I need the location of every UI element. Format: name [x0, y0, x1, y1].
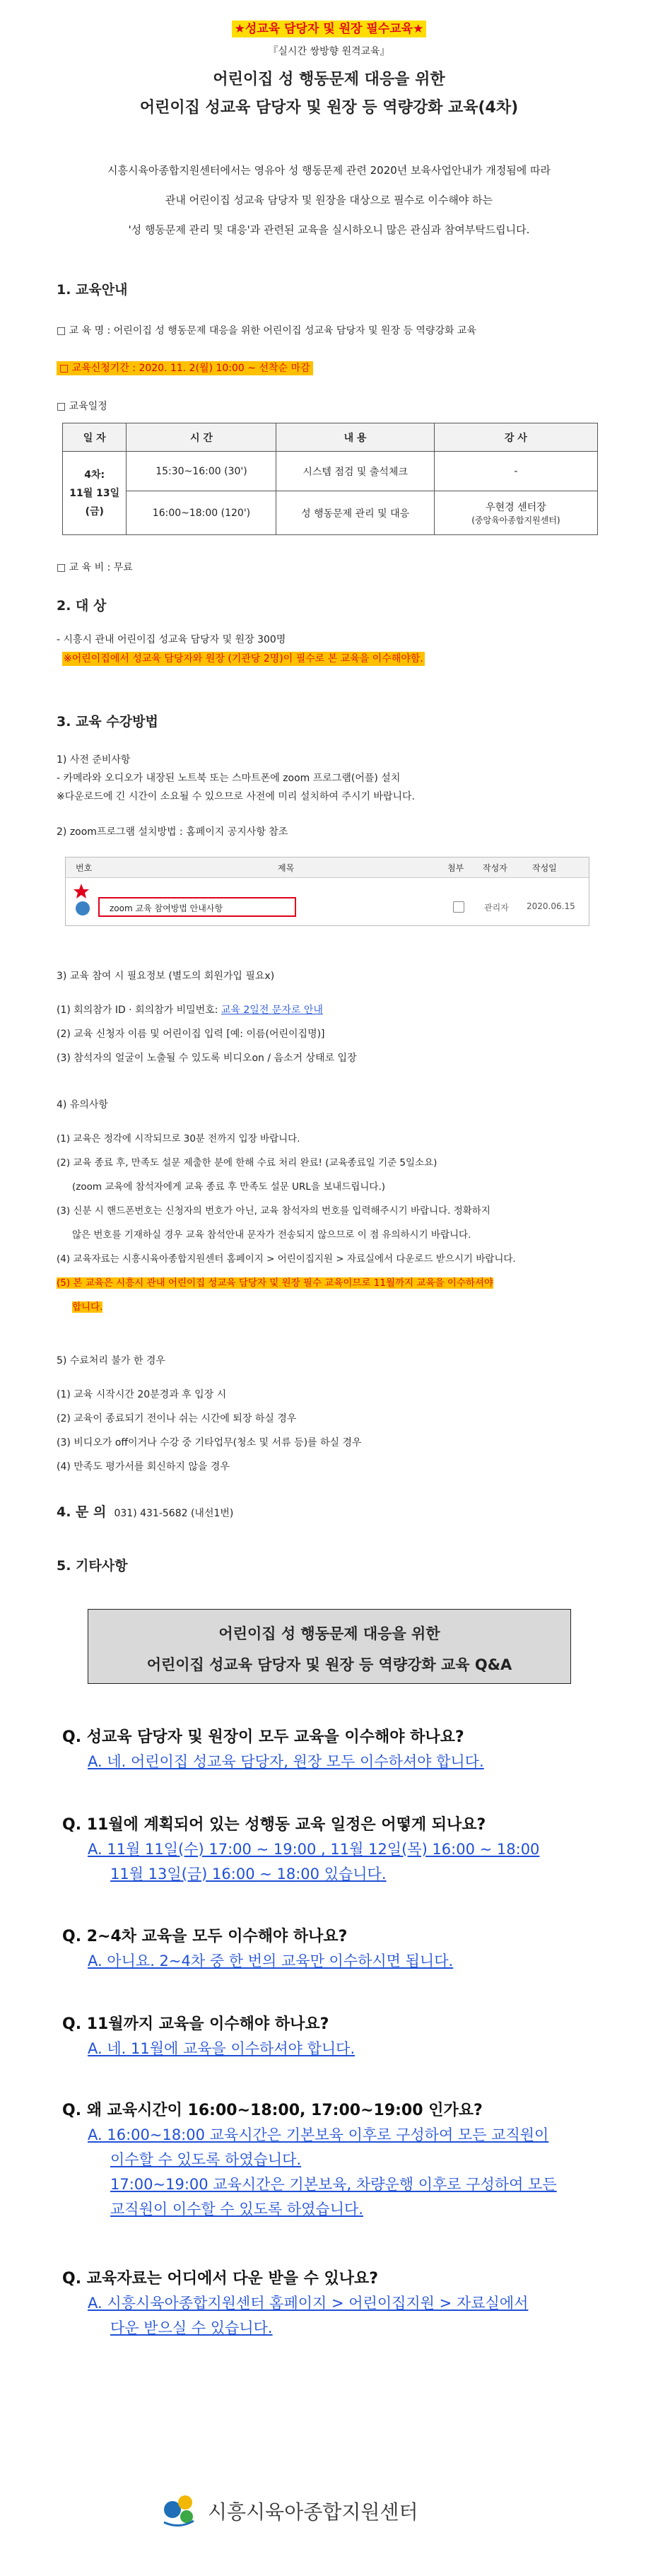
- course-name: □ 교 육 명 : 어린이집 성 행동문제 대응을 위한 어린이집 성교육 담당자 및 원장 등 역량강화 교육: [57, 325, 476, 336]
- col-lecturer: 강 사: [434, 423, 597, 452]
- info-block: [57, 998, 357, 1070]
- caution-item: (4) 교육자료는 시흥시육아종합지원센터 홈페이지 > 어린이집지원 > 자료실에서 다운로드 받으시기 바랍니다.: [57, 1253, 516, 1265]
- schedule-content: 시스템 점검 및 출석체크: [276, 452, 434, 491]
- schedule-date: 4차: 11월 13일(금): [63, 452, 127, 535]
- notice-title-text: zoom 교육 참여방법 안내사항: [110, 903, 223, 913]
- qa-item: [62, 1924, 628, 1974]
- section-1-heading: 1. 교육안내: [57, 282, 128, 298]
- info-item: (3) 참석자의 얼굴이 노출될 수 있도록 비디오on / 음소거 상태로 입장: [57, 1053, 357, 1064]
- section-5-heading: 5. 기타사항: [57, 1558, 128, 1574]
- notice-col-no: 번호: [76, 863, 93, 873]
- contact-phone: 031) 431-5682 (내선1번): [114, 1508, 234, 1519]
- qa-title-line2: 어린이집 성교육 담당자 및 원장 등 역량강화 교육 Q&A: [146, 1656, 512, 1673]
- fail-item: (3) 비디오가 off이거나 수강 중 기타업무(청소 및 서류 등)를 하실 경우: [57, 1437, 362, 1448]
- notice-title-link[interactable]: [98, 897, 296, 917]
- caution-highlight-text: (5) 본 교육은 시흥시 관내 어린이집 성교육 담당자 및 원장 필수 교육이므로 11월까지 교육을 이수하셔야: [57, 1277, 494, 1289]
- qa-answer: A. 아니요. 2~4차 중 한 번의 교육만 이수하시면 됩니다.: [88, 1953, 454, 1969]
- qa-answer: 이수할 수 있도록 하였습니다.: [110, 2151, 302, 2168]
- qa-question: Q. 2~4차 교육을 모두 이수해야 하나요?: [62, 1928, 348, 1945]
- qa-question: Q. 교육자료는 어디에서 다운 받을 수 있나요?: [62, 2270, 379, 2288]
- prep-item: ※다운로드에 긴 시간이 소요될 수 있으므로 사전에 미리 설치하여 주시기 바랍니다.: [57, 791, 415, 802]
- schedule-table: [62, 423, 598, 535]
- caution-highlight-text: 합니다.: [72, 1301, 103, 1313]
- qa-answer: A. 16:00~18:00 교육시간은 기본보육 이후로 구성하여 모든 교직원이: [88, 2126, 549, 2143]
- apply-period: □ 교육신청기간 : 2020. 11. 2(월) 10:00 ~ 선착순 마감: [57, 361, 313, 375]
- notice-col-title: 제목: [278, 863, 295, 873]
- info-title: 3) 교육 참여 시 필요정보 (별도의 회원가입 필요x): [57, 971, 275, 982]
- notice-star-icon: [73, 883, 90, 900]
- caution-item-highlight: [57, 1295, 615, 1319]
- caution-item: (zoom 교육에 참석자에게 교육 종료 후 만족도 설문 URL을 보내드립니다.): [72, 1181, 386, 1193]
- table-row: [63, 491, 598, 535]
- schedule-label: □ 교육일정: [57, 401, 107, 412]
- info-item-link[interactable]: 교육 2일전 문자로 안내: [221, 1005, 323, 1016]
- qa-title-box: [88, 1609, 571, 1684]
- required-badge: ★성교육 담당자 및 원장 필수교육★: [232, 21, 427, 37]
- intro-line: 관내 어린이집 성교육 담당자 및 원장을 대상으로 필수로 이수해야 하는: [165, 194, 493, 206]
- schedule-lecturer-cell: [434, 491, 597, 535]
- qa-answer: 11월 13일(금) 16:00 ~ 18:00 있습니다.: [110, 1866, 387, 1883]
- qa-answer: A. 네. 어린이집 성교육 담당자, 원장 모두 이수하셔야 합니다.: [88, 1753, 484, 1770]
- col-date: 일 자: [63, 423, 127, 452]
- prep-block: [57, 751, 415, 806]
- notice-board-header: [66, 857, 589, 878]
- schedule-lecturer: -: [434, 452, 597, 491]
- notice-col-author: 작성자: [483, 863, 507, 873]
- notice-date: 2020.06.15: [527, 901, 575, 911]
- zoom-icon: [76, 901, 90, 915]
- prep-title: 1) 사전 준비사항: [57, 754, 131, 766]
- section-2-heading: 2. 대 상: [57, 598, 107, 614]
- caution-item: (1) 교육은 정각에 시작되므로 30분 전까지 입장 바랍니다.: [57, 1133, 300, 1144]
- notice-board: [65, 857, 589, 926]
- qa-answer: A. 11월 11일(수) 17:00 ~ 19:00 , 11월 12일(목) 16:00 ~ 18:00: [88, 1841, 540, 1858]
- qa-item: [62, 2098, 628, 2222]
- table-header-row: [63, 423, 598, 452]
- fail-item: (4) 만족도 평가서를 회신하지 않을 경우: [57, 1461, 230, 1473]
- prep-item: - 카메라와 오디오가 내장된 노트북 또는 스마트폰에 zoom 프로그램(어플) 설치: [57, 773, 401, 784]
- fail-title: 5) 수료처리 불가 한 경우: [57, 1355, 165, 1366]
- footer-logo: [158, 2488, 483, 2531]
- caution-title: 4) 유의사항: [57, 1099, 108, 1111]
- fail-item: (2) 교육이 종료되기 전이나 쉬는 시간에 퇴장 하실 경우: [57, 1413, 297, 1424]
- qa-answer: 17:00~19:00 교육시간은 기본보육, 차량운행 이후로 구성하여 모든: [110, 2176, 557, 2193]
- caution-item-highlight: [57, 1271, 615, 1295]
- info-item: (2) 교육 신청자 이름 및 어린이집 입력 [예: 이름(어린이집명)]: [57, 1029, 325, 1040]
- schedule-lecturer: 우현경 센터장: [486, 502, 546, 513]
- qa-item: [62, 1813, 628, 1887]
- fail-block: [57, 1383, 362, 1479]
- attachment-icon[interactable]: [453, 901, 464, 913]
- qa-question: Q. 왜 교육시간이 16:00~18:00, 17:00~19:00 인가요?: [62, 2102, 483, 2119]
- qa-item: [62, 2266, 628, 2341]
- intro-paragraph: [0, 156, 658, 245]
- intro-line: '성 행동문제 관리 및 대응'과 관련된 교육을 실시하오니 많은 관심과 참여부탁드립니다.: [128, 223, 530, 236]
- schedule-time: 15:30~16:00 (30'): [127, 452, 276, 491]
- col-time: 시 간: [127, 423, 276, 452]
- qa-title-line1: 어린이집 성 행동문제 대응을 위한: [218, 1625, 440, 1642]
- page-title-line1: 어린이집 성 행동문제 대응을 위한: [213, 71, 445, 88]
- schedule-lecturer-org: (중앙육아종합지원센터): [471, 515, 560, 525]
- section-3-heading: 3. 교육 수강방법: [57, 714, 158, 730]
- caution-item: 않은 번호를 기재하실 경우 교육 참석안내 문자가 전송되지 않으므로 이 점 유의하시기 바랍니다.: [72, 1229, 471, 1241]
- section-4-heading: 4. 문 의: [57, 1504, 107, 1520]
- apply-period-row: [57, 358, 313, 380]
- notice-col-date: 작성일: [532, 863, 557, 873]
- org-logo-icon: [158, 2488, 199, 2529]
- page-title-line2: 어린이집 성교육 담당자 및 원장 등 역량강화 교육(4차): [139, 99, 519, 117]
- col-content: 내 용: [276, 423, 434, 452]
- qa-answer: A. 네. 11월에 교육을 이수하셔야 합니다.: [88, 2040, 356, 2057]
- contact-row: [57, 1501, 233, 1521]
- qa-item: [62, 1725, 628, 1774]
- qa-answer: 교직원이 이수할 수 있도록 하였습니다.: [110, 2201, 363, 2218]
- notice-col-attach: 첨부: [447, 863, 464, 873]
- notice-author: 관리자: [484, 903, 509, 913]
- qa-question: Q. 성교육 담당자 및 원장이 모두 교육을 이수해야 하나요?: [62, 1728, 464, 1746]
- target-audience: - 시흥시 관내 어린이집 성교육 담당자 및 원장 300명: [57, 634, 286, 645]
- zoom-install-title: 2) zoom프로그램 설치방법 : 홈페이지 공지사항 참조: [57, 826, 288, 838]
- info-item: [57, 998, 357, 1022]
- info-item-text: (1) 회의참가 ID · 회의참가 비밀번호:: [57, 1005, 221, 1016]
- qa-answer: A. 시흥시육아종합지원센터 홈페이지 > 어린이집지원 > 자료실에서: [88, 2295, 529, 2312]
- header-badge-row: [0, 18, 658, 36]
- table-row: [63, 452, 598, 491]
- intro-line: 시흥시육아종합지원센터에서는 영유아 성 행동문제 관련 2020년 보육사업안내가 개정됨에 따라: [107, 164, 551, 177]
- org-name: 시흥시육아종합지원센터: [208, 2500, 418, 2524]
- caution-item: (2) 교육 종료 후, 만족도 설문 제출한 분에 한해 수료 처리 완료! (교육종료일 기준 5일소요): [57, 1157, 437, 1169]
- target-notice: ※어린이집에서 성교육 담당자와 원장 (기관당 2명)이 필수로 본 교육을 이수해야함.: [64, 653, 423, 665]
- fail-item: (1) 교육 시작시간 20분경과 후 입장 시: [57, 1389, 227, 1400]
- caution-block: [57, 1127, 615, 1319]
- caution-item: (3) 신분 시 핸드폰번호는 신청자의 번호가 아닌, 교육 참석자의 번호를 입력해주시기 바랍니다. 정확하지: [57, 1205, 490, 1217]
- fee: □ 교 육 비 : 무료: [57, 562, 133, 573]
- qa-item: [62, 2012, 628, 2061]
- qa-question: Q. 11월까지 교육을 이수해야 하나요?: [62, 2015, 329, 2033]
- header-subtitle: 『실시간 쌍방향 원격교육』: [268, 46, 390, 57]
- target-notice-row: [62, 648, 425, 670]
- schedule-content: 성 행동문제 관리 및 대응: [276, 491, 434, 535]
- schedule-time: 16:00~18:00 (120'): [127, 491, 276, 535]
- qa-answer: 다운 받으실 수 있습니다.: [110, 2319, 273, 2336]
- qa-question: Q. 11월에 계획되어 있는 성행동 교육 일정은 어떻게 되나요?: [62, 1816, 486, 1834]
